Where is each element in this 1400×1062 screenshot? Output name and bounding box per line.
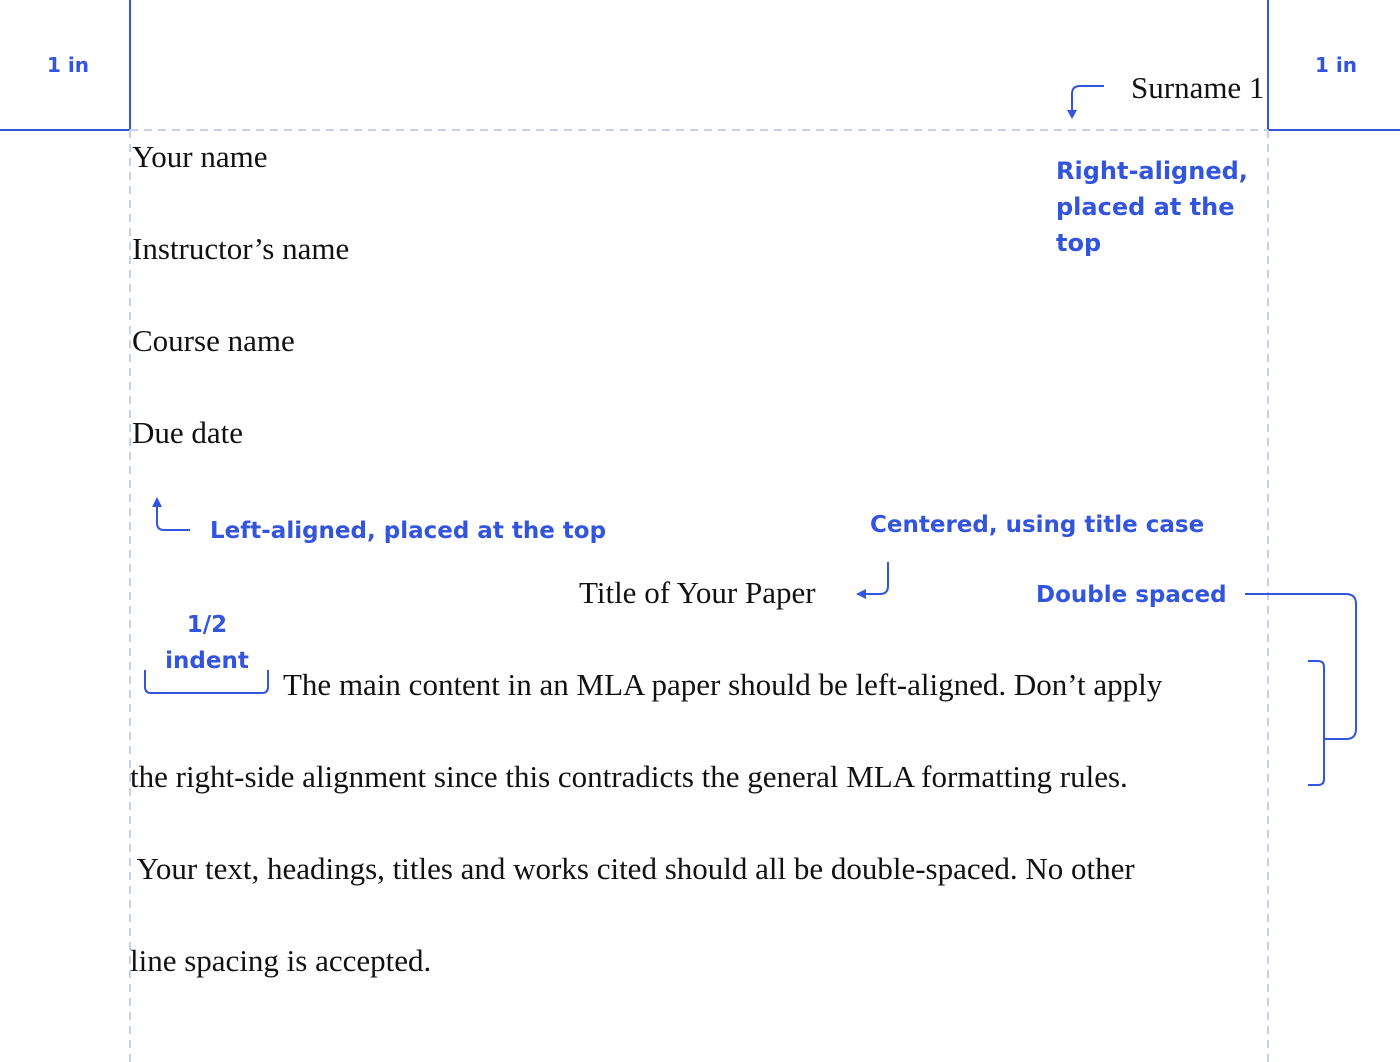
paper-title: Title of Your Paper [579,575,816,610]
heading-course-name: Course name [132,323,295,358]
double-spaced-connector [1245,594,1356,739]
heading-student-name: Your name [132,139,268,174]
indent-annotation [145,607,269,679]
header-annotation-line: top [1056,229,1102,257]
body-line-4: line spacing is accepted. [130,943,432,978]
page-number-header: Surname 1 [1131,70,1265,105]
body-line-3: Your text, headings, titles and works cited should all be double-spaced. No other [130,851,1135,886]
title-arrow-head [856,589,866,599]
indent-annotation-line: 1/2 [186,612,228,638]
spacing-annotation: Double spaced [1036,582,1227,608]
heading-arrow [157,505,190,530]
heading-annotation: Left-aligned, placed at the top [210,518,607,544]
title-annotation: Centered, using title case [870,512,1205,538]
header-annotation [1056,153,1248,261]
heading-instructor-name: Instructor’s name [132,231,350,266]
header-annotation-line: Right-aligned, [1056,157,1248,185]
header-arrow-head [1067,110,1077,119]
double-spaced-bracket [1308,661,1324,785]
indent-annotation-line: indent [165,648,249,674]
body-line-2: the right-side alignment since this contradicts the general MLA formatting rules. [130,759,1128,794]
header-annotation-line: placed at the [1056,193,1235,221]
right-margin-label: 1 in [1315,53,1357,77]
header-arrow [1072,86,1104,112]
body-line-1: The main content in an MLA paper should be left-aligned. Don’t apply [283,667,1163,702]
title-arrow [864,562,888,594]
heading-due-date: Due date [132,415,244,450]
heading-arrow-head [152,497,162,507]
left-margin-label: 1 in [47,53,89,77]
